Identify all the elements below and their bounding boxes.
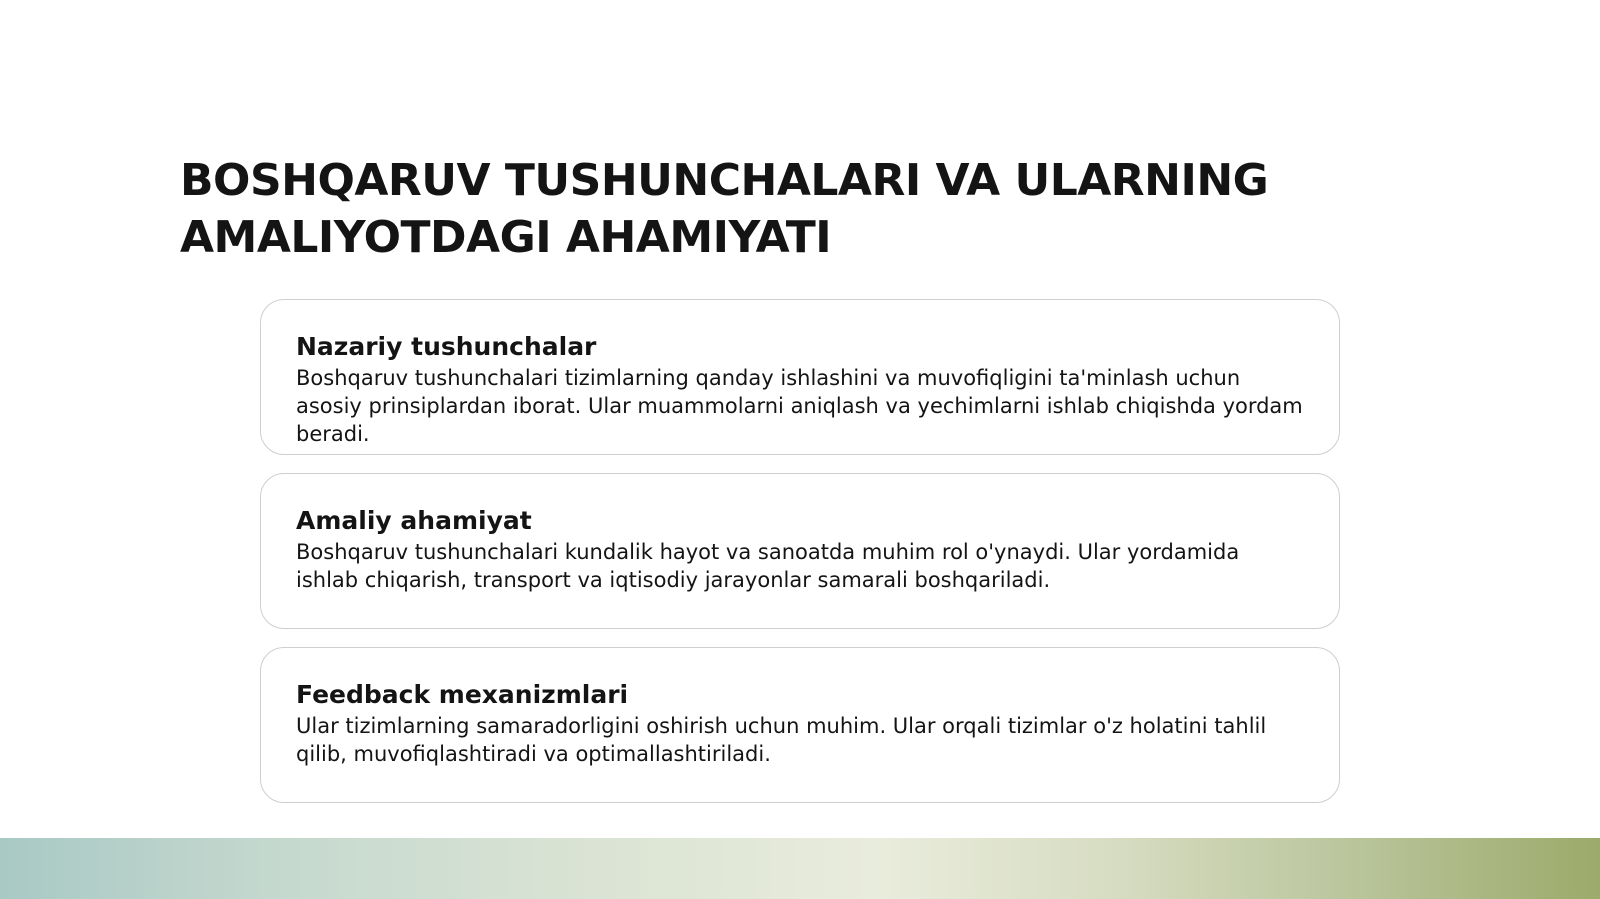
card-list — [260, 299, 1340, 821]
card-heading: Nazariy tushunchalar — [296, 332, 597, 361]
decorative-gradient-band — [0, 838, 1600, 899]
card-heading: Feedback mexanizmlari — [296, 680, 629, 709]
slide-title: BOSHQARUV TUSHUNCHALARI VA ULARNING AMALIYOTDAGI AHAMIYATI — [180, 155, 1269, 263]
card-amaliy-ahamiyat — [260, 473, 1340, 629]
card-nazariy-tushunchalar — [260, 299, 1340, 455]
card-feedback-mexanizmlari — [260, 647, 1340, 803]
card-heading: Amaliy ahamiyat — [296, 506, 532, 535]
card-text: Boshqaruv tushunchalari tizimlarning qanday ishlashini va muvofiqligini ta'minlash uchun asosiy prinsiplardan iborat. Ular muammolarni aniqlash va yechimlarni ishlab chiqishda yordam beradi. — [296, 366, 1303, 446]
card-text: Ular tizimlarning samaradorligini oshirish uchun muhim. Ular orqali tizimlar o'z holatini tahlil qilib, muvofiqlashtiradi va optimallashtiriladi. — [296, 714, 1267, 766]
card-text: Boshqaruv tushunchalari kundalik hayot va sanoatda muhim rol o'ynaydi. Ular yordamida ishlab chiqarish, transport va iqtisodiy jarayonlar samarali boshqariladi. — [296, 540, 1240, 592]
